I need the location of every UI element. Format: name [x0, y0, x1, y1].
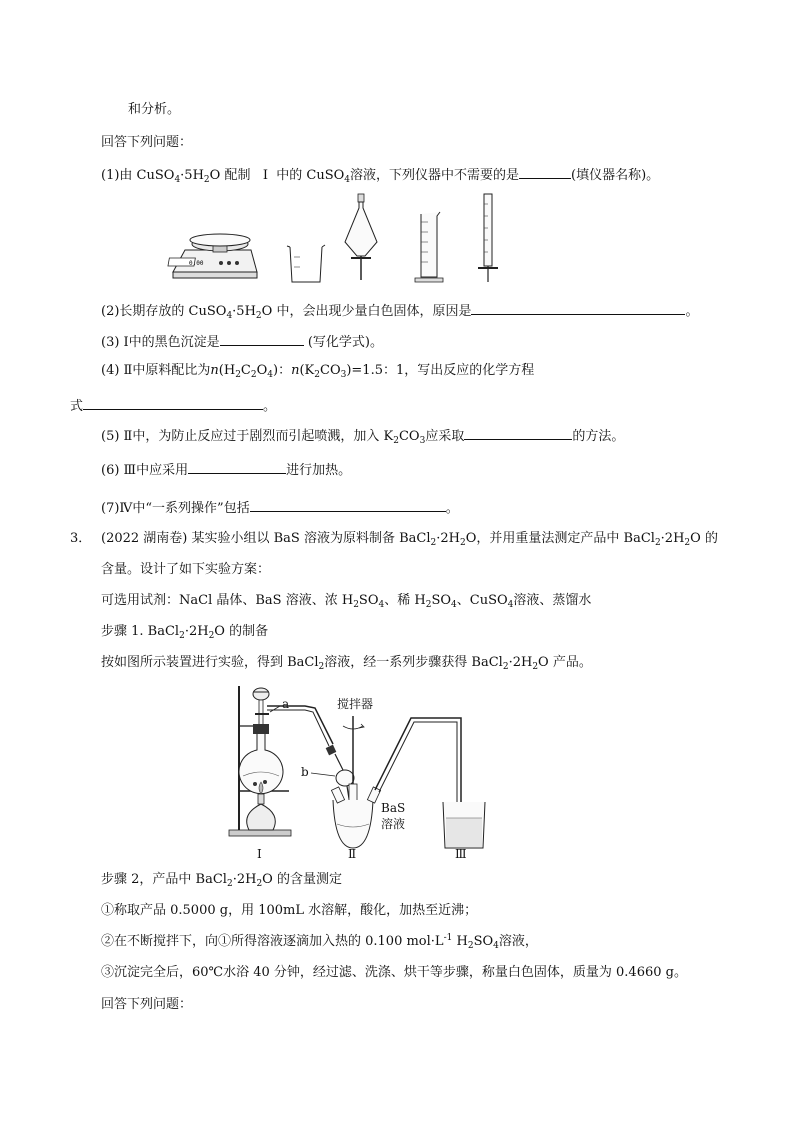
- balance-display: 0.00: [189, 260, 204, 267]
- answer-blank-2[interactable]: [471, 300, 685, 315]
- electronic-balance-icon: [168, 234, 257, 278]
- question-6: (6) Ⅲ中应采用 进行加热。: [101, 459, 351, 480]
- label-solution: 溶液: [381, 817, 406, 831]
- question-4-cont: 式 。: [70, 395, 276, 416]
- step-1-heading: 步骤 1. $BaCl_2\cdot 2H_2O$ 的制备: [101, 624, 269, 641]
- graduated-cylinder-icon: [415, 212, 443, 282]
- answer-blank-7[interactable]: [250, 497, 446, 512]
- answer-heading: 回答下列问题：: [101, 135, 193, 150]
- method-2: ②在不断搅拌下，向①所得溶液逐滴加入热的 0.100 $mol\cdot L^{-1}$ $H_2SO_4$溶液，: [101, 933, 538, 951]
- question-5: (5) Ⅱ中，为防止反应过于剧烈而引起喷溅，加入 $K_2CO_3$应采取 的方法。: [101, 425, 624, 446]
- answer-blank-4[interactable]: [83, 395, 263, 410]
- step-1-description: 按如图所示装置进行实验，得到 BaCl$_2$溶液，经一系列步骤获得 $BaCl_2\cdot 2H_2O$ 产品。: [101, 655, 592, 672]
- label-I: Ⅰ: [257, 847, 262, 861]
- separatory-funnel-icon: [345, 194, 377, 280]
- question-7: (7)Ⅳ中“一系列操作”包括 。: [101, 497, 459, 518]
- label-b: b: [301, 765, 309, 779]
- answer-blank-6[interactable]: [188, 459, 286, 474]
- instruments-figure: [165, 192, 525, 287]
- reagents-line: 可选用试剂：NaCl 晶体、BaS 溶液、浓 $H_2SO_4$、稀 $H_2SO_4$、CuSO$_4$溶液、蒸馏水: [101, 593, 592, 610]
- problem-3-intro: (2022 湖南卷) 某实验小组以 BaS 溶液为原料制备 $BaCl_2\cdot 2H_2O$，并用重量法测定产品中 $BaCl_2\cdot 2H_2O$ 的: [101, 531, 718, 548]
- label-II: Ⅱ: [348, 847, 357, 861]
- absorption-beaker-icon: [443, 802, 485, 848]
- beaker-icon: [287, 245, 325, 282]
- continuation-text: 和分析。: [128, 102, 181, 117]
- dropping-funnel-icon: [253, 688, 269, 734]
- answer-blank-5[interactable]: [464, 425, 572, 440]
- label-a: a: [282, 697, 290, 711]
- label-III: Ⅲ: [455, 847, 467, 861]
- apparatus-diagram: [225, 684, 525, 864]
- label-bas: BaS: [381, 801, 406, 815]
- three-neck-flask-icon: [331, 784, 380, 848]
- question-3: (3) Ⅰ中的黑色沉淀是 (写化学式)。: [101, 331, 383, 352]
- question-1: (1)由 $CuSO_4\cdot 5H_2O$ 配制 Ⅰ 中的 CuSO$_4$溶液，下列仪器中不需要的是 (填仪器名称)。: [101, 164, 659, 185]
- burette-icon: [478, 194, 498, 282]
- step-2-heading: 步骤 2，产品中 $BaCl_2\cdot 2H_2O$ 的含量测定: [101, 872, 342, 889]
- question-4: (4) Ⅱ中原料配比为$n(H_2C_2O_4)$：$n(K_2CO_3)=1.5$：1，写出反应的化学方程: [101, 363, 535, 380]
- answer-heading-2: 回答下列问题：: [101, 997, 193, 1012]
- method-1: ①称取产品 0.5000 g，用 100mL 水溶解，酸化，加热至近沸；: [101, 903, 478, 918]
- problem-3-number: 3．: [70, 531, 92, 546]
- answer-blank-3[interactable]: [220, 331, 304, 346]
- problem-3-intro-cont: 含量。设计了如下实验方案：: [101, 562, 271, 577]
- answer-blank-1[interactable]: [519, 164, 571, 179]
- question-2: (2)长期存放的 $CuSO_4\cdot 5H_2O$ 中，会出现少量白色固体，原因是 。: [101, 300, 698, 321]
- method-3: ③沉淀完全后，60℃水浴 40 分钟，经过滤、洗涤、烘干等步骤，称量白色固体，质量为 0.4660 g。: [101, 965, 687, 980]
- label-stirrer: 搅拌器: [337, 697, 374, 711]
